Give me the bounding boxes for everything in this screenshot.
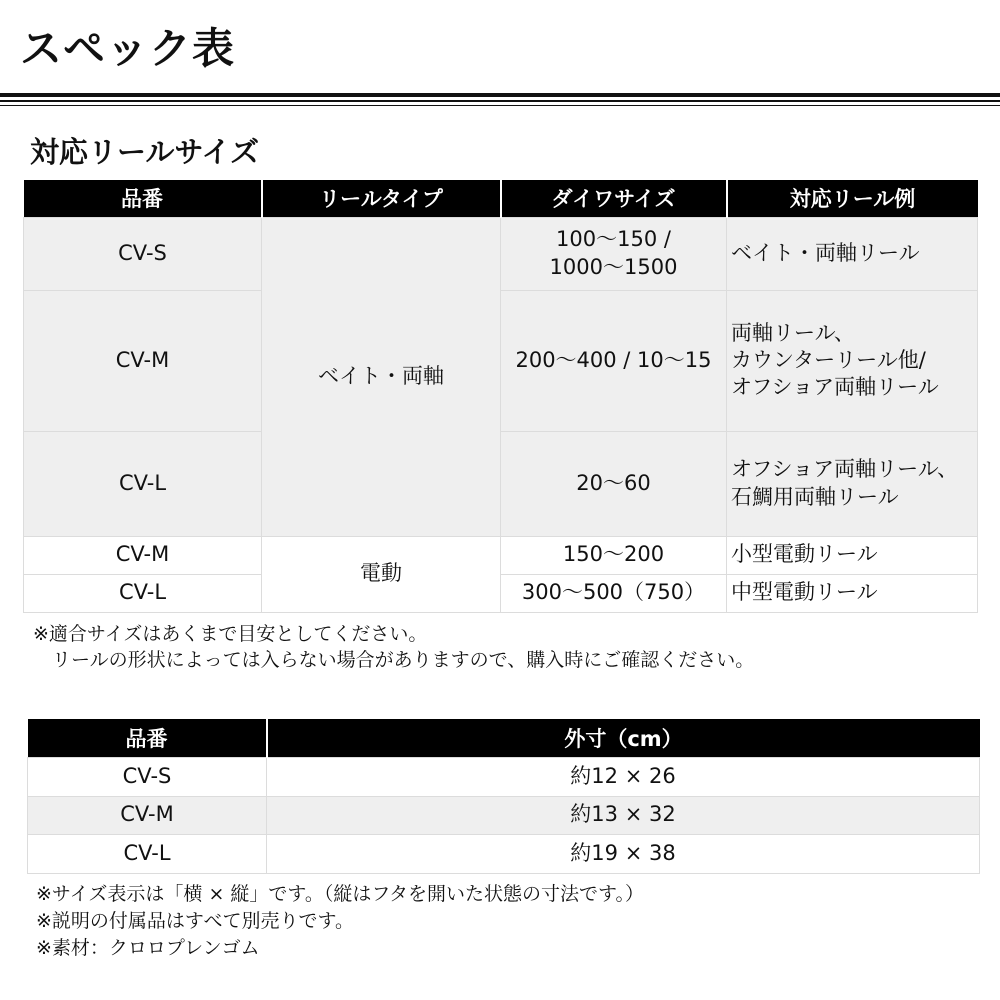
table-row (28, 834, 980, 873)
model-cell: CV-M (28, 796, 267, 834)
example-cell: 中型電動リール (727, 574, 978, 612)
header-outer-size: 外寸（cm） (267, 719, 980, 757)
size-cell: 20～60 (501, 431, 727, 536)
title-divider (0, 100, 1000, 102)
table-row (28, 796, 980, 834)
title-divider (0, 93, 1000, 97)
table-row (24, 217, 978, 290)
size-cell: 100～150 / 1000～1500 (501, 217, 727, 290)
example-cell: 両軸リール、 カウンターリール他/ オフショア両軸リール (727, 290, 978, 431)
model-cell: CV-L (24, 431, 262, 536)
size-cell: 150～200 (501, 536, 727, 574)
fit-notes: ※適合サイズはあくまで目安としてください。 リールの形状によっては入らない場合がありますので、購入時にご確認ください。 (33, 623, 755, 671)
example-cell: ベイト・両軸リール (727, 217, 978, 290)
header-reel-type: リールタイプ (262, 180, 501, 217)
example-cell: 小型電動リール (727, 536, 978, 574)
header-model: 品番 (24, 180, 262, 217)
outer-size-cell: 約19 × 38 (267, 834, 980, 873)
product-notes: ※サイズ表示は「横 × 縦」です。（縦はフタを開いた状態の寸法です。） ※説明の付属品はすべて別売りです。 ※素材：クロロプレンゴム (36, 883, 645, 959)
example-cell: オフショア両軸リール、 石鯛用両軸リール (727, 431, 978, 536)
model-cell: CV-M (24, 536, 262, 574)
table-row (24, 290, 978, 431)
model-cell: CV-M (24, 290, 262, 431)
size-cell: 300～500（750） (501, 574, 727, 612)
table-row (28, 757, 980, 796)
outer-size-cell: 約12 × 26 (267, 757, 980, 796)
dimension-table (27, 719, 980, 874)
title-divider (0, 105, 1000, 106)
table-row (24, 574, 978, 612)
table-row (24, 431, 978, 536)
header-reel-example: 対応リール例 (727, 180, 978, 217)
reel-size-table (23, 180, 978, 613)
section-title: 対応リールサイズ (30, 135, 260, 169)
header-model: 品番 (28, 719, 267, 757)
outer-size-cell: 約13 × 32 (267, 796, 980, 834)
header-daiwa-size: ダイワサイズ (501, 180, 727, 217)
model-cell: CV-L (24, 574, 262, 612)
model-cell: CV-L (28, 834, 267, 873)
reel-type-cell: ベイト・両軸 (262, 217, 501, 536)
model-cell: CV-S (24, 217, 262, 290)
reel-type-cell: 電動 (262, 536, 501, 612)
model-cell: CV-S (28, 757, 267, 796)
table-row (24, 536, 978, 574)
page-title: スペック表 (20, 24, 236, 73)
size-cell: 200～400 / 10～15 (501, 290, 727, 431)
